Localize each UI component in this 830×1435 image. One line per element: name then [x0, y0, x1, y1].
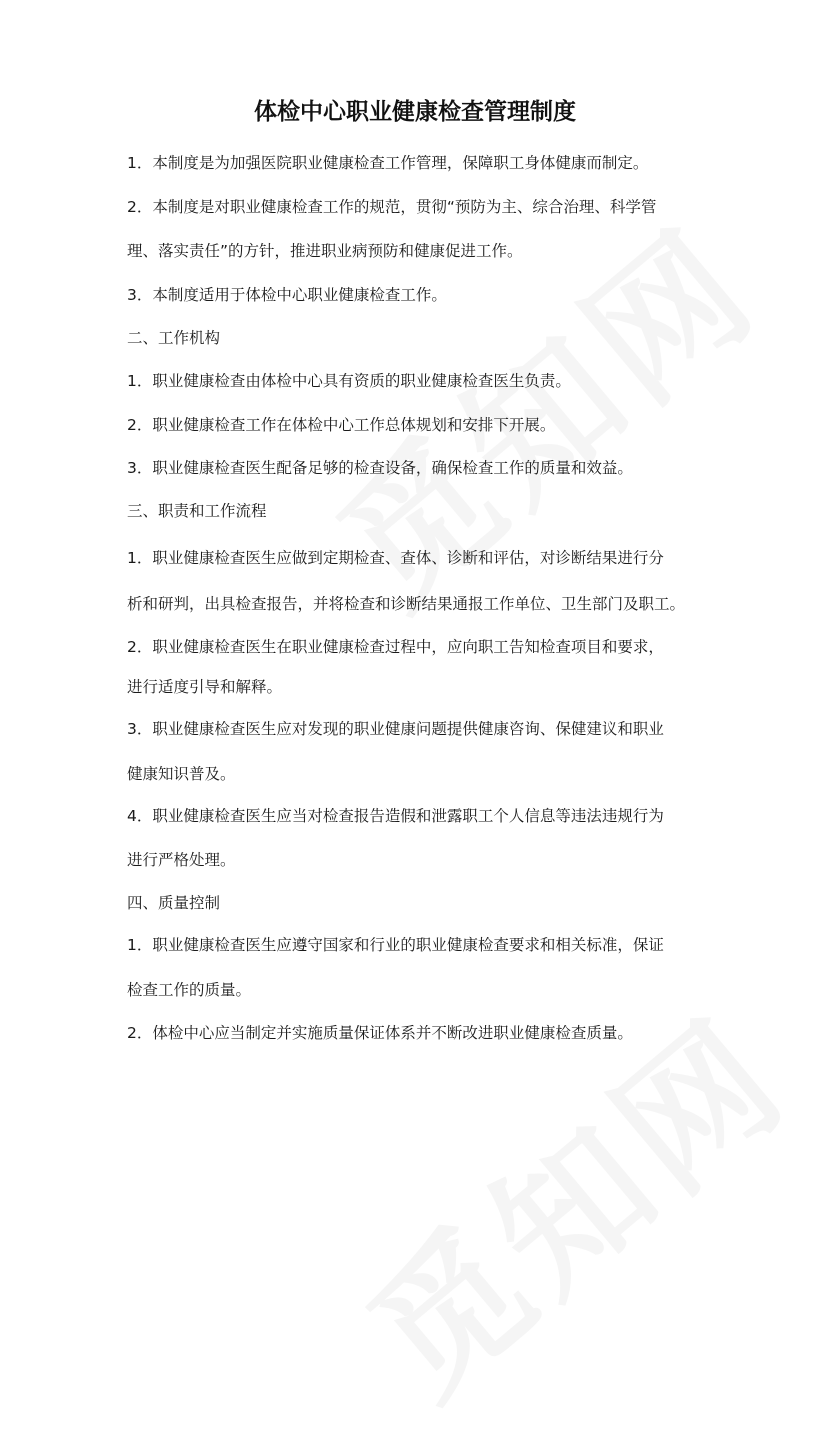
paragraph-line: 进行严格处理。	[127, 851, 236, 869]
section-heading: 三、职责和工作流程	[127, 502, 267, 520]
paragraph-line: 检查工作的质量。	[127, 981, 252, 999]
paragraph-line: 4．职业健康检查医生应当对检查报告造假和泄露职工个人信息等违法违规行为	[127, 807, 664, 825]
paragraph-line: 健康知识普及。	[127, 765, 236, 783]
paragraph-line: 2．本制度是对职业健康检查工作的规范，贯彻“预防为主、综合治理、科学管	[127, 198, 657, 216]
paragraph-line: 理、落实责任”的方针，推进职业病预防和健康促进工作。	[127, 242, 523, 260]
paragraph-line: 3．职业健康检查医生应对发现的职业健康问题提供健康咨询、保健建议和职业	[127, 720, 664, 738]
section-heading: 四、质量控制	[127, 894, 221, 912]
paragraph-line: 2．职业健康检查工作在体检中心工作总体规划和安排下开展。	[127, 416, 556, 434]
paragraph-line: 1．职业健康检查医生应做到定期检查、查体、诊断和评估，对诊断结果进行分	[127, 549, 664, 567]
paragraph-line: 1．本制度是为加强医院职业健康检查工作管理，保障职工身体健康而制定。	[127, 154, 649, 172]
paragraph-line: 2．职业健康检查医生在职业健康检查过程中，应向职工告知检查项目和要求，	[127, 638, 664, 656]
paragraph-line: 2．体检中心应当制定并实施质量保证体系并不断改进职业健康检查质量。	[127, 1024, 633, 1042]
paragraph-line: 析和研判，出具检查报告，并将检查和诊断结果通报工作单位、卫生部门及职工。	[127, 595, 686, 613]
section-heading: 二、工作机构	[127, 329, 221, 347]
document-title: 体检中心职业健康检查管理制度	[254, 99, 576, 125]
paragraph-line: 进行适度引导和解释。	[127, 678, 283, 696]
paragraph-line: 1．职业健康检查由体检中心具有资质的职业健康检查医生负责。	[127, 372, 571, 390]
paragraph-line: 3．职业健康检查医生配备足够的检查设备，确保检查工作的质量和效益。	[127, 459, 633, 477]
paragraph-line: 1．职业健康检查医生应遵守国家和行业的职业健康检查要求和相关标准，保证	[127, 936, 664, 954]
paragraph-line: 3．本制度适用于体检中心职业健康检查工作。	[127, 286, 447, 304]
